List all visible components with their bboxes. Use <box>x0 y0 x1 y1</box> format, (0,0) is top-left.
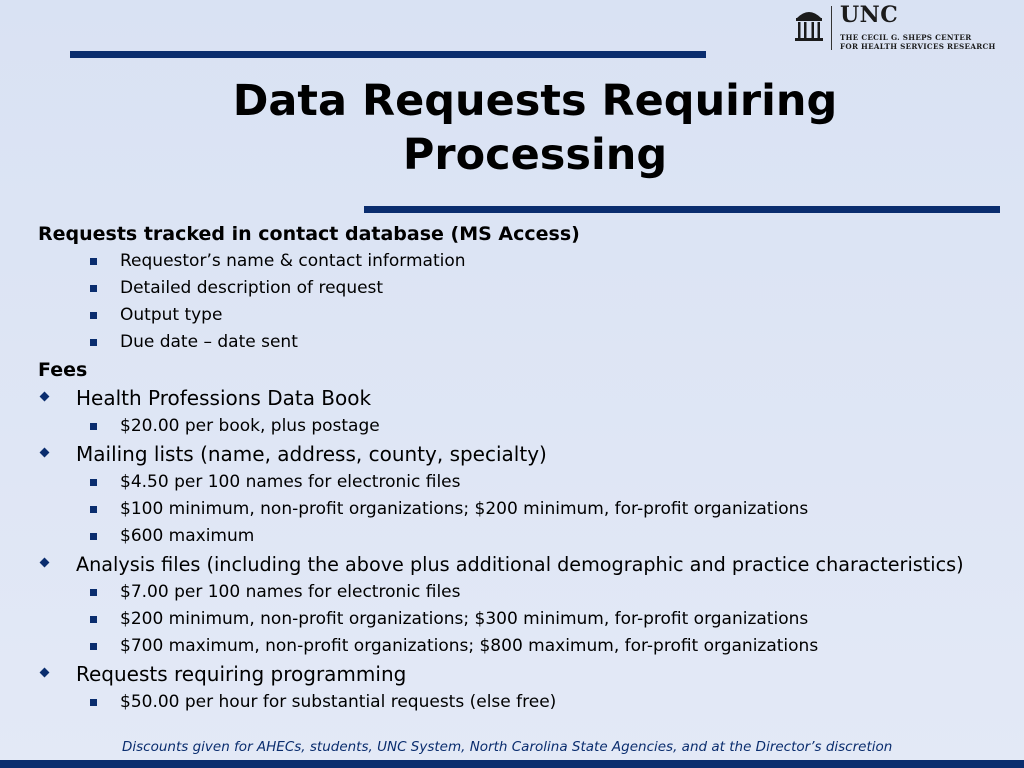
square-bullet-icon <box>90 699 97 706</box>
square-bullet-icon <box>90 533 97 540</box>
list-item: Detailed description of request <box>38 275 1023 302</box>
title-underline-bar <box>364 206 1000 213</box>
square-bullet-icon <box>90 423 97 430</box>
fee-group: Analysis files (including the above plus additional demographic and practice characteristics) <box>38 550 1023 579</box>
bottom-accent-bar <box>0 760 1024 768</box>
unc-sheps-logo <box>794 4 1020 50</box>
diamond-bullet-icon <box>40 668 50 678</box>
slide-body <box>38 220 1023 716</box>
diamond-bullet-icon <box>40 558 50 568</box>
square-bullet-icon <box>90 285 97 292</box>
list-item: $4.50 per 100 names for electronic files <box>38 469 1023 496</box>
square-bullet-icon <box>90 339 97 346</box>
old-well-icon <box>794 6 824 44</box>
section-heading-tracking: Requests tracked in contact database (MS Access) <box>38 223 580 245</box>
logo-divider <box>831 6 832 50</box>
fee-group: Health Professions Data Book <box>38 384 1023 413</box>
square-bullet-icon <box>90 506 97 513</box>
square-bullet-icon <box>90 616 97 623</box>
square-bullet-icon <box>90 312 97 319</box>
fee-group: Mailing lists (name, address, county, specialty) <box>38 440 1023 469</box>
list-item: Requestor’s name & contact information <box>38 248 1023 275</box>
fee-group: Requests requiring programming <box>38 660 1023 689</box>
square-bullet-icon <box>90 643 97 650</box>
diamond-bullet-icon <box>40 392 50 402</box>
discount-footnote: Discounts given for AHECs, students, UNC System, North Carolina State Agencies, and at the Director’s discretion <box>122 739 893 755</box>
diamond-bullet-icon <box>40 448 50 458</box>
logo-unc: UNC <box>840 2 899 28</box>
logo-line-1: THE CECIL G. SHEPS CENTER <box>840 33 972 42</box>
list-item: $20.00 per book, plus postage <box>38 413 1023 440</box>
section-heading-fees: Fees <box>38 359 88 381</box>
list-item: Due date – date sent <box>38 329 1023 356</box>
list-item: $200 minimum, non-profit organizations; $300 minimum, for-profit organizations <box>38 606 1023 633</box>
square-bullet-icon <box>90 589 97 596</box>
square-bullet-icon <box>90 258 97 265</box>
list-item: Output type <box>38 302 1023 329</box>
logo-line-2: FOR HEALTH SERVICES RESEARCH <box>840 42 996 51</box>
list-item: $7.00 per 100 names for electronic files <box>38 579 1023 606</box>
list-item: $700 maximum, non-profit organizations; $800 maximum, for-profit organizations <box>38 633 1023 660</box>
square-bullet-icon <box>90 479 97 486</box>
list-item: $100 minimum, non-profit organizations; $200 minimum, for-profit organizations <box>38 496 1023 523</box>
list-item: $50.00 per hour for substantial requests (else free) <box>38 689 1023 716</box>
top-accent-bar <box>70 51 706 58</box>
list-item: $600 maximum <box>38 523 1023 550</box>
slide-title: Data Requests Requiring Processing <box>232 76 838 180</box>
